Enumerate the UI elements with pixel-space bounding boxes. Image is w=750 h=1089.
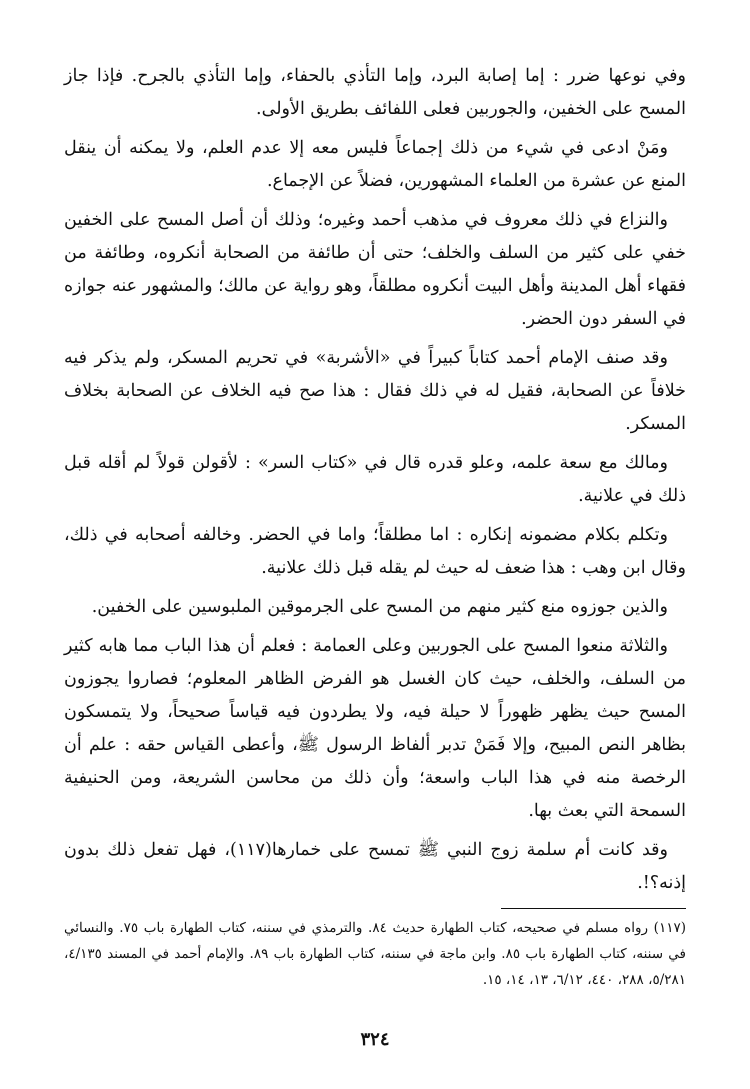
paragraph: وفي نوعها ضرر : إما إصابة البرد، وإما التأذي بالحفاء، وإما التأذي بالجرح. فإذا جاز المسح على الخفين، والجوربين فعلى اللفائف بطريق الأولى. — [64, 66, 686, 119]
footnote: (١١٧) رواه مسلم في صحيحه، كتاب الطهارة حديث ٨٤. والترمذي في سننه، كتاب الطهارة باب ٧٥. والنسائي في سننه، كتاب الطهارة باب ٨٥. وابن ماجة في سننه، كتاب الطهارة باب ٨٩. والإمام أحمد في المسند ٤/١٣٥، ٥/٢٨١، ٢٨٨، ٤٤٠، ٦/١٢، ١٣، ١٤، ١٥. — [64, 920, 687, 988]
paragraph: والنزاع في ذلك معروف في مذهب أحمد وغيره؛ وذلك أن أصل المسح على الخفين خفي على كثير من السلف والخلف؛ حتى أن طائفة من الصحابة أنكروه، وطائفة من فقهاء أهل المدينة وأهل البيت أنكروه مطلقاً، وهو رواية عن مالك؛ والمشهور عنه جوازه في السفر دون الحضر. — [64, 210, 686, 329]
paragraph: ومَنْ ادعى في شيء من ذلك إجماعاً فليس معه إلا عدم العلم، ولا يمكنه أن ينقل المنع عن عشرة من العلماء المشهورين، فضلاً عن الإجماع. — [64, 138, 686, 191]
body-text — [64, 60, 686, 900]
page-number: ٣٢٤ — [360, 1029, 390, 1050]
paragraph: والذين جوزوه منع كثير منهم من المسح على الجرموقين الملبوسين على الخفين. — [91, 597, 668, 617]
paragraph: ومالك مع سعة علمه، وعلو قدره قال في «كتاب السر» : لأقولن قولاً لم أقله قبل ذلك في علانية. — [64, 453, 686, 506]
footnote-divider — [501, 908, 686, 909]
paragraph: وتكلم بكلام مضمونه إنكاره : اما مطلقاً؛ واما في الحضر. وخالفه أصحابه في ذلك، وقال ابن وهب : هذا ضعف له حيث لم يقله قبل ذلك علانية. — [64, 525, 686, 578]
paragraph: وقد كانت أم سلمة زوج النبي ﷺ تمسح على خمارها(١١٧)، فهل تفعل ذلك بدون إذنه؟!. — [64, 840, 686, 893]
paragraph: والثلاثة منعوا المسح على الجوربين وعلى العمامة : فعلم أن هذا الباب مما هابه كثير من السلف، والخلف، حيث كان الغسل هو الفرض الظاهر المعلوم؛ فصاروا يجوزون المسح حيث يظهر ظهوراً لا حيلة فيه، ولا يطردون فيه قياساً صحيحاً، ولا يتمسكون بظاهر النص المبيح، وإلا فَمَنْ تدبر ألفاظ الرسول ﷺ، وأعطى القياس حقه : علم أن الرخصة منه في هذا الباب واسعة؛ وأن ذلك من محاسن الشريعة، ومن الحنيفية السمحة التي بعث بها. — [64, 636, 686, 821]
paragraph: وقد صنف الإمام أحمد كتاباً كبيراً في «الأشربة» في تحريم المسكر، ولم يذكر فيه خلافاً عن الصحابة، فقيل له في ذلك فقال : هذا صح فيه الخلاف عن الصحابة بخلاف المسكر. — [64, 348, 686, 434]
book-page — [64, 60, 686, 1060]
